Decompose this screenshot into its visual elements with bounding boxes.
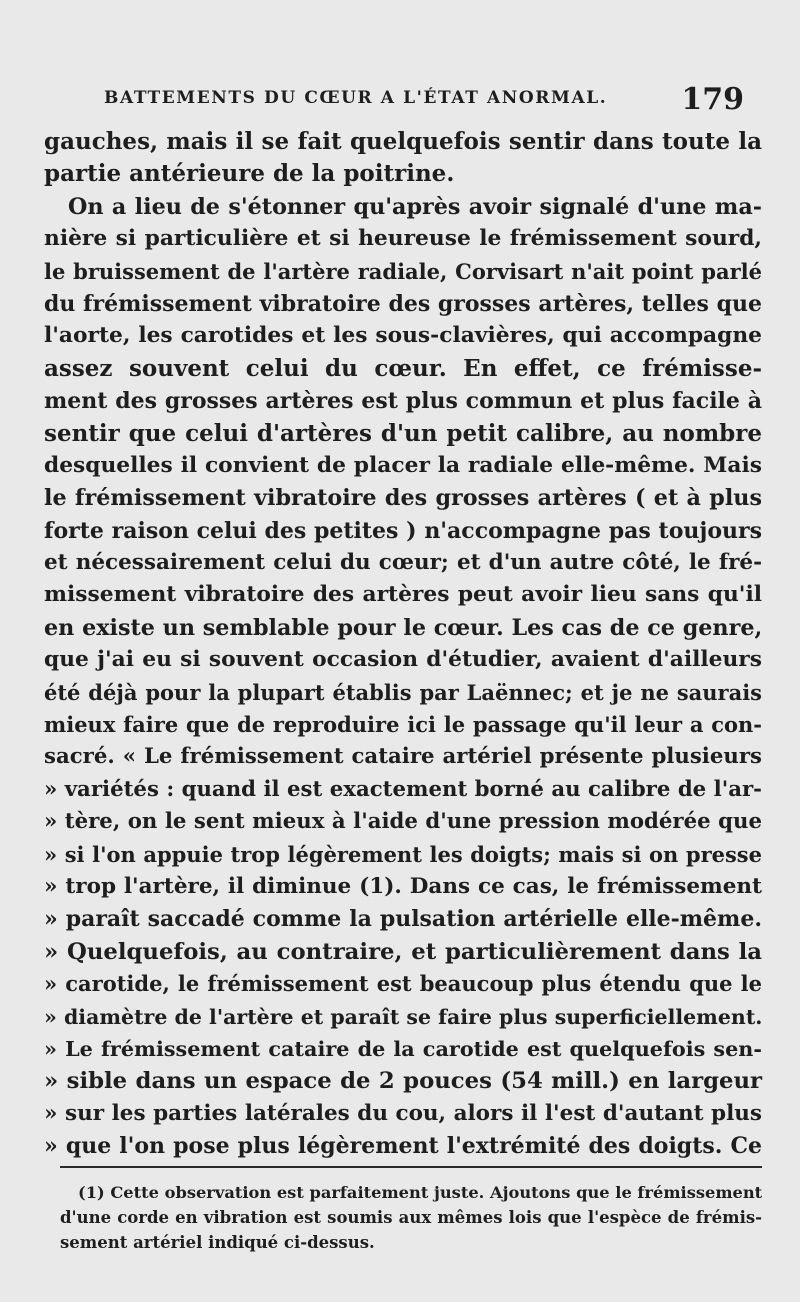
- text-line: l'aorte, les carotides et les sous-clavières, qui accompagne: [44, 323, 762, 349]
- text-line: été déjà pour la plupart établis par Laënnec; et je ne saurais: [44, 679, 762, 705]
- text-line: » carotide, le frémissement est beaucoup plus étendu que le: [44, 971, 762, 997]
- footnote-line: sement artériel indiqué ci-dessus.: [60, 1233, 375, 1252]
- text-line: du frémissement vibratoire des grosses artères, telles que: [44, 290, 762, 317]
- text-line: nière si particulière et si heureuse le frémissement sourd,: [44, 226, 762, 252]
- running-title: BATTEMENTS DU CŒUR A L'ÉTAT ANORMAL.: [104, 88, 608, 108]
- main-text: [44, 126, 762, 1163]
- text-line: le frémissement vibratoire des grosses artères ( et à plus: [44, 485, 762, 512]
- text-line: desquelles il convient de placer la radiale elle-même. Mais: [44, 452, 762, 478]
- text-line: » Quelquefois, au contraire, et particulièrement dans la: [44, 938, 762, 965]
- text-line: mieux faire que de reproduire ici le passage qu'il leur a con-: [44, 712, 762, 738]
- text-line: forte raison celui des petites ) n'accompagne pas toujours: [44, 517, 762, 544]
- text-line: On a lieu de s'étonner qu'après avoir signalé d'une ma-: [68, 193, 762, 220]
- text-line: assez souvent celui du cœur. En effet, ce frémisse-: [44, 354, 762, 382]
- text-line: sentir que celui d'artères d'un petit calibre, au nombre: [44, 419, 762, 447]
- footnote-line: d'une corde en vibration est soumis aux mêmes lois que l'espèce de frémis-: [60, 1208, 762, 1227]
- text-line: missement vibratoire des artères peut avoir lieu sans qu'il: [44, 582, 762, 608]
- text-line: » sible dans un espace de 2 pouces (54 mill.) en largeur: [44, 1068, 762, 1095]
- text-line: sacré. « Le frémissement cataire artériel présente plusieurs: [44, 744, 762, 770]
- text-line: » diamètre de l'artère et paraît se faire plus superficiellement.: [44, 1004, 763, 1029]
- text-line: partie antérieure de la poitrine.: [44, 160, 455, 188]
- footnote-line: (1) Cette observation est parfaitement juste. Ajoutons que le frémissement: [78, 1183, 763, 1202]
- footnote: [60, 1180, 762, 1255]
- text-line: » que l'on pose plus légèrement l'extrémité des doigts. Ce: [44, 1133, 762, 1160]
- text-line: » sur les parties latérales du cou, alors il l'est d'autant plus: [44, 1100, 762, 1126]
- text-line: » tère, on le sent mieux à l'aide d'une pression modérée que: [44, 809, 762, 835]
- text-line: » si l'on appuie trop légèrement les doigts; mais si on presse: [44, 841, 762, 867]
- text-line: » paraît saccadé comme la pulsation artérielle elle-même.: [44, 906, 762, 933]
- footnote-divider: [60, 1166, 762, 1168]
- text-line: » trop l'artère, il diminue (1). Dans ce cas, le frémissement: [44, 873, 762, 899]
- text-line: » Le frémissement cataire de la carotide est quelquefois sen-: [44, 1036, 762, 1061]
- text-line: » variétés : quand il est exactement borné au calibre de l'ar-: [44, 776, 762, 802]
- text-line: ment des grosses artères est plus commun et plus facile à: [44, 388, 762, 415]
- page-number: 179: [681, 82, 744, 117]
- text-line: gauches, mais il se fait quelquefois sentir dans toute la: [44, 128, 762, 155]
- text-line: le bruissement de l'artère radiale, Corvisart n'ait point parlé: [44, 258, 762, 284]
- text-line: et nécessairement celui du cœur; et d'un autre côté, le fré-: [44, 550, 762, 576]
- text-line: en existe un semblable pour le cœur. Les cas de ce genre,: [44, 614, 763, 641]
- page-header: [104, 82, 744, 118]
- text-line: que j'ai eu si souvent occasion d'étudier, avaient d'ailleurs: [44, 647, 762, 673]
